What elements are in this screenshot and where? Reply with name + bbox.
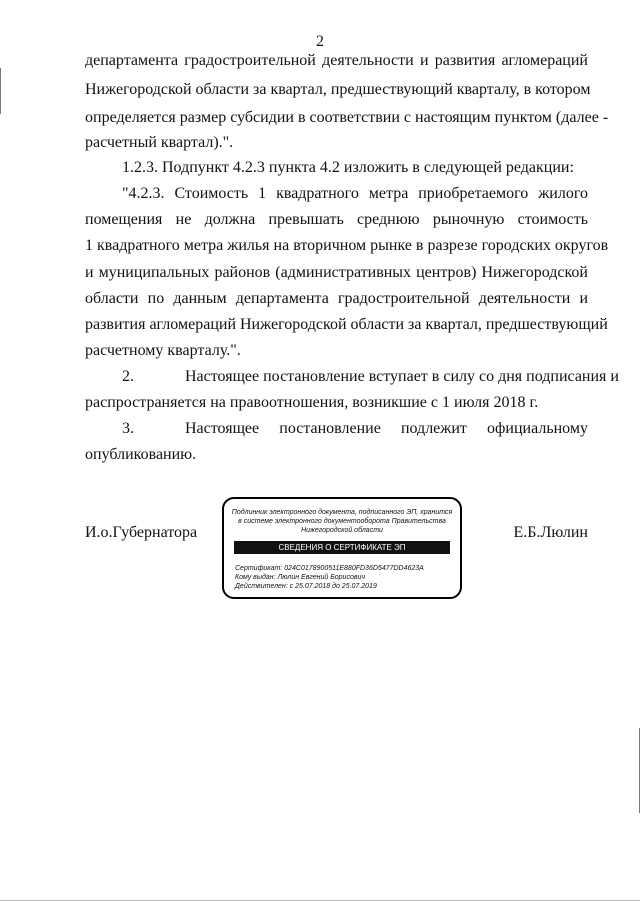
stamp-header: СВЕДЕНИЯ О СЕРТИФИКАТЕ ЭП [234, 541, 450, 554]
item-2-number: 2. [122, 368, 134, 385]
e-signature-stamp [222, 497, 462, 599]
item-3-line [85, 418, 588, 440]
item-2-text: Настоящее постановление вступает в силу со дня подписания и [185, 368, 619, 385]
stamp-fields [235, 564, 424, 591]
body-line: помещения не должна превышать среднюю рыночную стоимость [85, 211, 588, 228]
scan-edge-bottom [0, 900, 640, 901]
body-line: 1.2.3. Подпункт 4.2.3 пункта 4.2 изложить в следующей редакции: [122, 159, 574, 176]
body-line: области по данным департамента градостроительной деятельности и [85, 290, 588, 307]
item-3-text: Настоящее постановление подлежит официальному [185, 420, 588, 437]
body-line: расчетному кварталу.". [85, 342, 241, 359]
stamp-validity: Действителен: с 25.07.2018 до 25.07.2019 [235, 583, 377, 590]
body-line: определяется размер субсидии в соответствии с настоящим пунктом (далее - [85, 109, 609, 126]
body-line: департамента градостроительной деятельности и развития агломераций [85, 52, 588, 69]
stamp-note: Подлинник электронного документа, подписанного ЭП, хранится в системе электронного документооборота Правительства Нижегородской области [231, 509, 453, 534]
body-line: Нижегородской области за квартал, предшествующий кварталу, в котором [85, 81, 591, 98]
page-number: 2 [316, 33, 324, 50]
signatory-name: Е.Б.Люлин [513, 524, 588, 541]
scan-edge-left [0, 68, 1, 114]
body-line: и муниципальных районов (административных центров) Нижегородской [85, 264, 588, 281]
body-line: развития агломераций Нижегородской области за квартал, предшествующий [85, 316, 608, 333]
body-line: 1 квадратного метра жилья на вторичном рынке в разрезе городских округов [85, 237, 609, 254]
stamp-issued-to: Кому выдан: Люлин Евгений Борисович [235, 574, 366, 581]
item-3-number: 3. [122, 420, 134, 437]
body-line: опубликованию. [85, 446, 197, 463]
signatory-position: И.о.Губернатора [85, 524, 198, 541]
body-line: распространяется на правоотношения, возникшие с 1 июля 2018 г. [85, 394, 539, 411]
body-line: расчетный квартал).". [85, 134, 234, 151]
body-line: "4.2.3. Стоимость 1 квадратного метра приобретаемого жилого [122, 185, 588, 202]
stamp-certificate: Сертификат: 024C0178900511E880FD36D5477DD4623A [235, 565, 424, 572]
item-2-line [85, 366, 619, 388]
